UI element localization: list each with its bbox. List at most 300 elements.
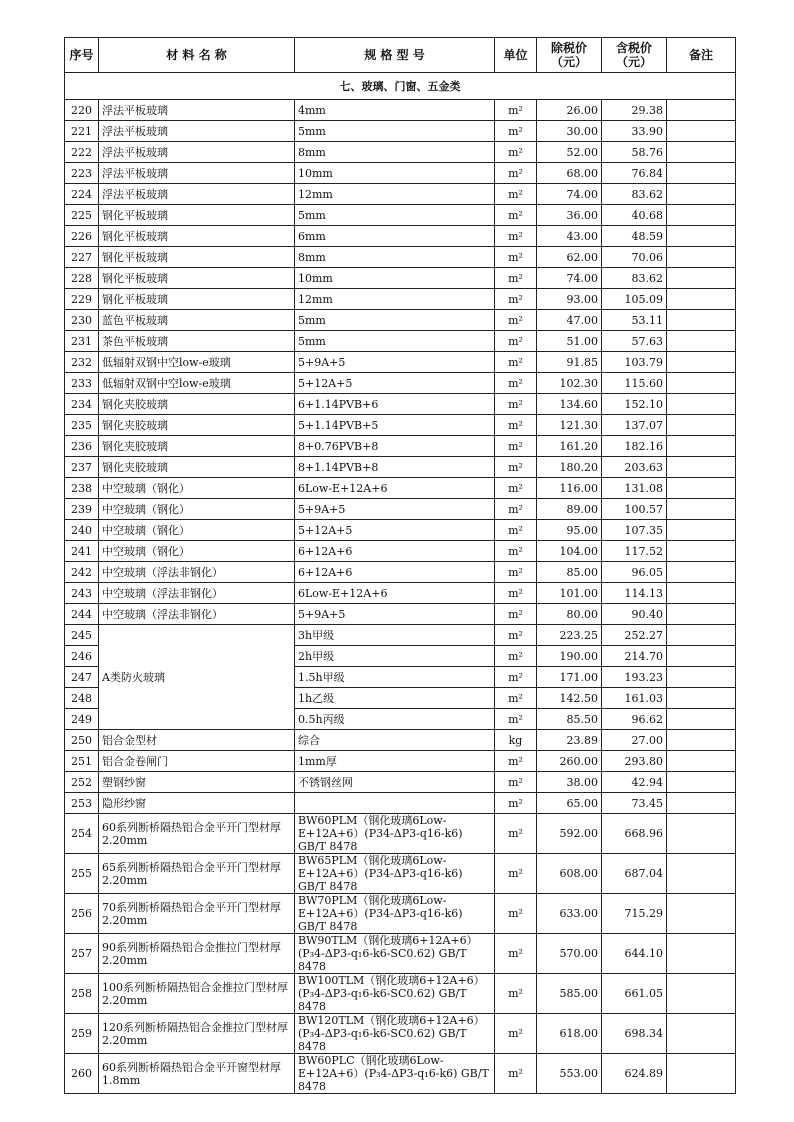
spec-model: BW120TLM（钢化玻璃6+12A+6）(P₃4-ΔP3-q₁6-k6-SC0.62) GB/T 8478 xyxy=(295,1014,495,1054)
header-unit: 单位 xyxy=(495,38,537,73)
material-name: 塑钢纱窗 xyxy=(99,772,295,793)
spec-model: 1h乙级 xyxy=(295,688,495,709)
spec-model: 6+12A+6 xyxy=(295,541,495,562)
price-ex-tax: 180.20 xyxy=(537,457,602,478)
row-number: 221 xyxy=(65,121,99,142)
table-row xyxy=(65,394,736,415)
price-inc-tax: 644.10 xyxy=(602,934,667,974)
unit: m² xyxy=(495,184,537,205)
price-inc-tax: 107.35 xyxy=(602,520,667,541)
price-inc-tax: 90.40 xyxy=(602,604,667,625)
unit: m² xyxy=(495,499,537,520)
price-ex-tax: 68.00 xyxy=(537,163,602,184)
row-number: 230 xyxy=(65,310,99,331)
price-ex-tax: 85.00 xyxy=(537,562,602,583)
table-row xyxy=(65,625,736,646)
price-ex-tax: 618.00 xyxy=(537,1014,602,1054)
row-number: 257 xyxy=(65,934,99,974)
price-ex-tax: 190.00 xyxy=(537,646,602,667)
spec-model: 6mm xyxy=(295,226,495,247)
price-inc-tax: 661.05 xyxy=(602,974,667,1014)
remark xyxy=(667,709,736,730)
row-number: 259 xyxy=(65,1014,99,1054)
row-number: 251 xyxy=(65,751,99,772)
row-number: 238 xyxy=(65,478,99,499)
remark xyxy=(667,247,736,268)
row-number: 224 xyxy=(65,184,99,205)
row-number: 223 xyxy=(65,163,99,184)
remark xyxy=(667,730,736,751)
spec-model: 1.5h甲级 xyxy=(295,667,495,688)
row-number: 250 xyxy=(65,730,99,751)
section-title: 七、玻璃、门窗、五金类 xyxy=(65,73,736,100)
price-ex-tax: 161.20 xyxy=(537,436,602,457)
row-number: 247 xyxy=(65,667,99,688)
unit: m² xyxy=(495,163,537,184)
unit: m² xyxy=(495,793,537,814)
row-number: 222 xyxy=(65,142,99,163)
table-row xyxy=(65,373,736,394)
price-ex-tax: 585.00 xyxy=(537,974,602,1014)
price-inc-tax: 131.08 xyxy=(602,478,667,499)
table-row xyxy=(65,814,736,854)
remark xyxy=(667,415,736,436)
header-price-ex-tax: 除税价 （元） xyxy=(537,38,602,73)
unit: m² xyxy=(495,974,537,1014)
table-row xyxy=(65,499,736,520)
material-name: 中空玻璃（钢化） xyxy=(99,541,295,562)
table-row xyxy=(65,520,736,541)
spec-model: 5+9A+5 xyxy=(295,499,495,520)
remark xyxy=(667,562,736,583)
material-name: 蓝色平板玻璃 xyxy=(99,310,295,331)
spec-model: 5+9A+5 xyxy=(295,604,495,625)
material-name: 低辐射双钢中空low-e玻璃 xyxy=(99,352,295,373)
remark xyxy=(667,625,736,646)
header-remark: 备注 xyxy=(667,38,736,73)
material-name: 浮法平板玻璃 xyxy=(99,100,295,121)
price-ex-tax: 95.00 xyxy=(537,520,602,541)
price-ex-tax: 43.00 xyxy=(537,226,602,247)
material-name: 钢化平板玻璃 xyxy=(99,247,295,268)
remark xyxy=(667,373,736,394)
row-number: 231 xyxy=(65,331,99,352)
spec-model: BW60PLM（钢化玻璃6Low-E+12A+6）(P34-ΔP3-q16-k6) GB/T 8478 xyxy=(295,814,495,854)
spec-model: 6Low-E+12A+6 xyxy=(295,583,495,604)
price-inc-tax: 40.68 xyxy=(602,205,667,226)
material-name: 钢化夹胶玻璃 xyxy=(99,415,295,436)
unit: m² xyxy=(495,583,537,604)
unit: m² xyxy=(495,247,537,268)
unit: m² xyxy=(495,1014,537,1054)
price-ex-tax: 38.00 xyxy=(537,772,602,793)
material-name: 中空玻璃（钢化） xyxy=(99,478,295,499)
unit: m² xyxy=(495,310,537,331)
unit: m² xyxy=(495,751,537,772)
remark xyxy=(667,478,736,499)
row-number: 249 xyxy=(65,709,99,730)
spec-model: 8mm xyxy=(295,142,495,163)
price-inc-tax: 29.38 xyxy=(602,100,667,121)
price-inc-tax: 203.63 xyxy=(602,457,667,478)
price-inc-tax: 152.10 xyxy=(602,394,667,415)
material-name: 浮法平板玻璃 xyxy=(99,142,295,163)
unit: m² xyxy=(495,667,537,688)
price-ex-tax: 26.00 xyxy=(537,100,602,121)
row-number: 236 xyxy=(65,436,99,457)
price-inc-tax: 293.80 xyxy=(602,751,667,772)
row-number: 246 xyxy=(65,646,99,667)
remark xyxy=(667,793,736,814)
material-name: 中空玻璃（浮法非钢化） xyxy=(99,562,295,583)
material-name: 浮法平板玻璃 xyxy=(99,163,295,184)
row-number: 225 xyxy=(65,205,99,226)
price-ex-tax: 74.00 xyxy=(537,184,602,205)
spec-model: 6+1.14PVB+6 xyxy=(295,394,495,415)
unit: m² xyxy=(495,562,537,583)
remark xyxy=(667,163,736,184)
remark xyxy=(667,934,736,974)
unit: m² xyxy=(495,772,537,793)
spec-model: 0.5h丙级 xyxy=(295,709,495,730)
table-row xyxy=(65,205,736,226)
price-ex-tax: 74.00 xyxy=(537,268,602,289)
unit: m² xyxy=(495,331,537,352)
spec-model: 6Low-E+12A+6 xyxy=(295,478,495,499)
spec-model: 5mm xyxy=(295,331,495,352)
spec-model: 2h甲级 xyxy=(295,646,495,667)
table-row xyxy=(65,793,736,814)
table-row xyxy=(65,772,736,793)
spec-model: 8+1.14PVB+8 xyxy=(295,457,495,478)
price-ex-tax: 51.00 xyxy=(537,331,602,352)
material-name: 铝合金型材 xyxy=(99,730,295,751)
remark xyxy=(667,894,736,934)
section-row xyxy=(65,73,736,100)
material-name: 茶色平板玻璃 xyxy=(99,331,295,352)
spec-model: 4mm xyxy=(295,100,495,121)
material-name: 120系列断桥隔热铝合金推拉门型材厚2.20mm xyxy=(99,1014,295,1054)
price-ex-tax: 116.00 xyxy=(537,478,602,499)
material-name: 90系列断桥隔热铝合金推拉门型材厚2.20mm xyxy=(99,934,295,974)
price-inc-tax: 48.59 xyxy=(602,226,667,247)
spec-model: 10mm xyxy=(295,268,495,289)
spec-model: 5+12A+5 xyxy=(295,520,495,541)
table-row xyxy=(65,352,736,373)
remark xyxy=(667,583,736,604)
price-ex-tax: 121.30 xyxy=(537,415,602,436)
spec-model: 8mm xyxy=(295,247,495,268)
price-ex-tax: 171.00 xyxy=(537,667,602,688)
row-number: 253 xyxy=(65,793,99,814)
price-inc-tax: 624.89 xyxy=(602,1054,667,1094)
price-inc-tax: 33.90 xyxy=(602,121,667,142)
price-ex-tax: 85.50 xyxy=(537,709,602,730)
remark xyxy=(667,667,736,688)
price-inc-tax: 53.11 xyxy=(602,310,667,331)
spec-model: 12mm xyxy=(295,184,495,205)
table-row xyxy=(65,436,736,457)
row-number: 228 xyxy=(65,268,99,289)
row-number: 260 xyxy=(65,1054,99,1094)
row-number: 239 xyxy=(65,499,99,520)
row-number: 220 xyxy=(65,100,99,121)
price-ex-tax: 91.85 xyxy=(537,352,602,373)
row-number: 237 xyxy=(65,457,99,478)
table-row xyxy=(65,541,736,562)
spec-model: 5mm xyxy=(295,121,495,142)
remark xyxy=(667,688,736,709)
price-ex-tax: 134.60 xyxy=(537,394,602,415)
material-name: 中空玻璃（钢化） xyxy=(99,520,295,541)
price-ex-tax: 36.00 xyxy=(537,205,602,226)
price-inc-tax: 96.62 xyxy=(602,709,667,730)
row-number: 240 xyxy=(65,520,99,541)
spec-model: 5mm xyxy=(295,205,495,226)
price-ex-tax: 23.89 xyxy=(537,730,602,751)
remark xyxy=(667,646,736,667)
remark xyxy=(667,100,736,121)
price-inc-tax: 193.23 xyxy=(602,667,667,688)
row-number: 232 xyxy=(65,352,99,373)
remark xyxy=(667,226,736,247)
spec-model: 5+1.14PVB+5 xyxy=(295,415,495,436)
unit: m² xyxy=(495,352,537,373)
material-name: 铝合金卷闸门 xyxy=(99,751,295,772)
material-name: 浮法平板玻璃 xyxy=(99,184,295,205)
price-inc-tax: 96.05 xyxy=(602,562,667,583)
table-row xyxy=(65,268,736,289)
row-number: 254 xyxy=(65,814,99,854)
material-name: 中空玻璃（钢化） xyxy=(99,499,295,520)
table-row xyxy=(65,730,736,751)
remark xyxy=(667,184,736,205)
price-inc-tax: 117.52 xyxy=(602,541,667,562)
spec-model: BW65PLM（钢化玻璃6Low-E+12A+6）(P34-ΔP3-q16-k6) GB/T 8478 xyxy=(295,854,495,894)
remark xyxy=(667,814,736,854)
unit: m² xyxy=(495,415,537,436)
remark xyxy=(667,436,736,457)
material-name: 隐形纱窗 xyxy=(99,793,295,814)
header-spec: 规 格 型 号 xyxy=(295,38,495,73)
header-price-inc-tax: 含税价 （元） xyxy=(602,38,667,73)
price-ex-tax: 89.00 xyxy=(537,499,602,520)
unit: kg xyxy=(495,730,537,751)
table-row xyxy=(65,184,736,205)
spec-model: 不锈钢丝网 xyxy=(295,772,495,793)
unit: m² xyxy=(495,394,537,415)
price-inc-tax: 100.57 xyxy=(602,499,667,520)
row-number: 252 xyxy=(65,772,99,793)
price-inc-tax: 83.62 xyxy=(602,268,667,289)
table-row xyxy=(65,142,736,163)
price-ex-tax: 570.00 xyxy=(537,934,602,974)
row-number: 226 xyxy=(65,226,99,247)
unit: m² xyxy=(495,604,537,625)
unit: m² xyxy=(495,289,537,310)
price-inc-tax: 76.84 xyxy=(602,163,667,184)
table-row xyxy=(65,583,736,604)
row-number: 245 xyxy=(65,625,99,646)
price-inc-tax: 57.63 xyxy=(602,331,667,352)
row-number: 233 xyxy=(65,373,99,394)
row-number: 255 xyxy=(65,854,99,894)
unit: m² xyxy=(495,625,537,646)
material-name: 钢化夹胶玻璃 xyxy=(99,457,295,478)
table-row xyxy=(65,751,736,772)
unit: m² xyxy=(495,646,537,667)
material-name: 60系列断桥隔热铝合金平开窗型材厚1.8mm xyxy=(99,1054,295,1094)
row-number: 244 xyxy=(65,604,99,625)
table-row xyxy=(65,934,736,974)
material-name: 钢化夹胶玻璃 xyxy=(99,394,295,415)
price-inc-tax: 103.79 xyxy=(602,352,667,373)
price-ex-tax: 102.30 xyxy=(537,373,602,394)
remark xyxy=(667,121,736,142)
price-ex-tax: 101.00 xyxy=(537,583,602,604)
unit: m² xyxy=(495,541,537,562)
table-row xyxy=(65,247,736,268)
remark xyxy=(667,394,736,415)
row-number: 235 xyxy=(65,415,99,436)
header-no: 序号 xyxy=(65,38,99,73)
row-number: 241 xyxy=(65,541,99,562)
remark xyxy=(667,268,736,289)
material-name: 钢化平板玻璃 xyxy=(99,268,295,289)
row-number: 227 xyxy=(65,247,99,268)
price-inc-tax: 668.96 xyxy=(602,814,667,854)
remark xyxy=(667,974,736,1014)
header-name: 材 料 名 称 xyxy=(99,38,295,73)
unit: m² xyxy=(495,100,537,121)
remark xyxy=(667,541,736,562)
price-ex-tax: 553.00 xyxy=(537,1054,602,1094)
table-row xyxy=(65,1014,736,1054)
material-name: 钢化平板玻璃 xyxy=(99,289,295,310)
table-row xyxy=(65,310,736,331)
material-name: 浮法平板玻璃 xyxy=(99,121,295,142)
spec-model: 12mm xyxy=(295,289,495,310)
price-inc-tax: 27.00 xyxy=(602,730,667,751)
price-inc-tax: 114.13 xyxy=(602,583,667,604)
price-inc-tax: 698.34 xyxy=(602,1014,667,1054)
price-inc-tax: 105.09 xyxy=(602,289,667,310)
spec-model: BW70PLM（钢化玻璃6Low-E+12A+6）(P34-ΔP3-q16-k6) GB/T 8478 xyxy=(295,894,495,934)
price-ex-tax: 47.00 xyxy=(537,310,602,331)
unit: m² xyxy=(495,814,537,854)
price-ex-tax: 93.00 xyxy=(537,289,602,310)
unit: m² xyxy=(495,373,537,394)
remark xyxy=(667,772,736,793)
table-row xyxy=(65,226,736,247)
spec-model: 8+0.76PVB+8 xyxy=(295,436,495,457)
spec-model: 5+12A+5 xyxy=(295,373,495,394)
price-ex-tax: 65.00 xyxy=(537,793,602,814)
material-name: 60系列断桥隔热铝合金平开门型材厚2.20mm xyxy=(99,814,295,854)
material-name: 中空玻璃（浮法非钢化） xyxy=(99,604,295,625)
unit: m² xyxy=(495,688,537,709)
unit: m² xyxy=(495,226,537,247)
unit: m² xyxy=(495,709,537,730)
unit: m² xyxy=(495,934,537,974)
price-inc-tax: 715.29 xyxy=(602,894,667,934)
remark xyxy=(667,1054,736,1094)
table-row xyxy=(65,163,736,184)
price-inc-tax: 182.16 xyxy=(602,436,667,457)
price-ex-tax: 592.00 xyxy=(537,814,602,854)
price-inc-tax: 42.94 xyxy=(602,772,667,793)
row-number: 243 xyxy=(65,583,99,604)
table-row xyxy=(65,478,736,499)
remark xyxy=(667,142,736,163)
spec-model: 3h甲级 xyxy=(295,625,495,646)
spec-model: 5+9A+5 xyxy=(295,352,495,373)
price-inc-tax: 137.07 xyxy=(602,415,667,436)
row-number: 229 xyxy=(65,289,99,310)
row-number: 256 xyxy=(65,894,99,934)
remark xyxy=(667,331,736,352)
spec-model: BW100TLM（钢化玻璃6+12A+6）(P₃4-ΔP3-q₁6-k6-SC0.62) GB/T 8478 xyxy=(295,974,495,1014)
spec-model: 综合 xyxy=(295,730,495,751)
material-name: 低辐射双钢中空low-e玻璃 xyxy=(99,373,295,394)
unit: m² xyxy=(495,268,537,289)
material-name: 100系列断桥隔热铝合金推拉门型材厚2.20mm xyxy=(99,974,295,1014)
material-name: 65系列断桥隔热铝合金平开门型材厚2.20mm xyxy=(99,854,295,894)
spec-model: BW90TLM（钢化玻璃6+12A+6）(P₃4-ΔP3-q₁6-k6-SC0.62) GB/T 8478 xyxy=(295,934,495,974)
row-number: 258 xyxy=(65,974,99,1014)
price-ex-tax: 62.00 xyxy=(537,247,602,268)
table-row xyxy=(65,974,736,1014)
price-inc-tax: 161.03 xyxy=(602,688,667,709)
remark xyxy=(667,310,736,331)
price-ex-tax: 223.25 xyxy=(537,625,602,646)
material-name: 钢化平板玻璃 xyxy=(99,226,295,247)
table-row xyxy=(65,121,736,142)
table-row xyxy=(65,457,736,478)
table-row xyxy=(65,100,736,121)
price-ex-tax: 608.00 xyxy=(537,854,602,894)
remark xyxy=(667,854,736,894)
remark xyxy=(667,352,736,373)
remark xyxy=(667,289,736,310)
price-ex-tax: 142.50 xyxy=(537,688,602,709)
unit: m² xyxy=(495,436,537,457)
remark xyxy=(667,457,736,478)
remark xyxy=(667,1014,736,1054)
price-inc-tax: 214.70 xyxy=(602,646,667,667)
material-name: A类防火玻璃 xyxy=(99,625,295,730)
spec-model: 5mm xyxy=(295,310,495,331)
remark xyxy=(667,604,736,625)
unit: m² xyxy=(495,1054,537,1094)
price-ex-tax: 633.00 xyxy=(537,894,602,934)
table-row xyxy=(65,415,736,436)
price-inc-tax: 252.27 xyxy=(602,625,667,646)
price-ex-tax: 80.00 xyxy=(537,604,602,625)
spec-model xyxy=(295,793,495,814)
unit: m² xyxy=(495,205,537,226)
material-name: 70系列断桥隔热铝合金平开门型材厚2.20mm xyxy=(99,894,295,934)
price-table xyxy=(64,37,736,1094)
remark xyxy=(667,205,736,226)
spec-model: 6+12A+6 xyxy=(295,562,495,583)
spec-model: 1mm厚 xyxy=(295,751,495,772)
unit: m² xyxy=(495,854,537,894)
table-row xyxy=(65,604,736,625)
row-number: 234 xyxy=(65,394,99,415)
unit: m² xyxy=(495,478,537,499)
unit: m² xyxy=(495,894,537,934)
